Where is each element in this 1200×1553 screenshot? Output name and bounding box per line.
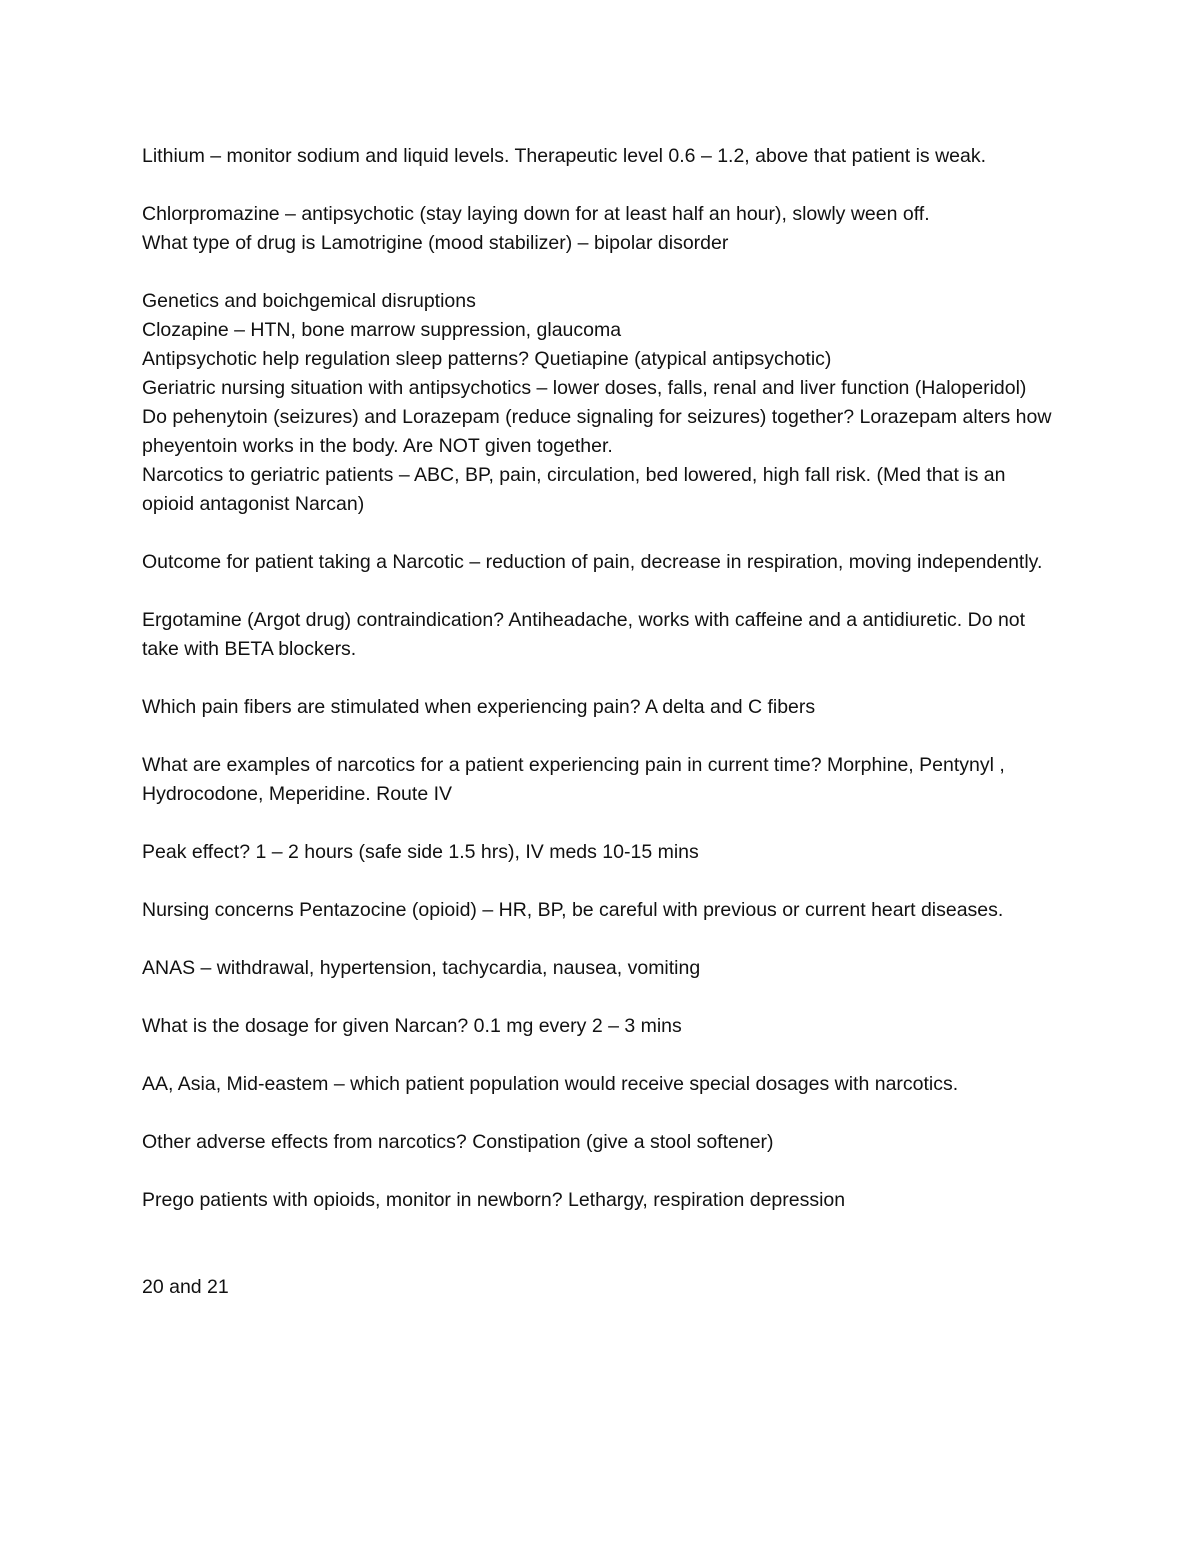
note-outcome-narcotic	[142, 548, 1062, 577]
note-narcotic-examples	[142, 751, 1062, 809]
note-pentazocine	[142, 896, 1062, 925]
note-line: AA, Asia, Mid-eastem – which patient population would receive special dosages with narcotics.	[142, 1073, 959, 1095]
note-chlorpromazine-lamotrigine	[142, 200, 1062, 258]
note-line: Chlorpromazine – antipsychotic (stay laying down for at least half an hour), slowly ween off.	[142, 203, 930, 225]
note-ergotamine	[142, 606, 1062, 664]
note-line: Prego patients with opioids, monitor in newborn? Lethargy, respiration depression	[142, 1189, 846, 1211]
note-line: Other adverse effects from narcotics? Constipation (give a stool softener)	[142, 1131, 774, 1153]
note-line: Nursing concerns Pentazocine (opioid) – HR, BP, be careful with previous or current heart diseases.	[142, 899, 1004, 921]
document-body	[142, 142, 1062, 1302]
note-line: Clozapine – HTN, bone marrow suppression, glaucoma	[142, 319, 622, 341]
note-line: Lithium – monitor sodium and liquid levels. Therapeutic level 0.6 – 1.2, above that patient is weak.	[142, 145, 987, 167]
note-anas	[142, 954, 1062, 983]
note-line: Narcotics to geriatric patients – ABC, BP, pain, circulation, bed lowered, high fall risk. (Med that is an opioid antagonist Narcan)	[142, 464, 1006, 515]
note-genetics-group	[142, 287, 1062, 519]
note-line: What are examples of narcotics for a patient experiencing pain in current time? Morphine, Pentynyl , Hydrocodone, Meperidine. Route IV	[142, 754, 1005, 805]
note-line: Antipsychotic help regulation sleep patterns? Quetiapine (atypical antipsychotic)	[142, 348, 832, 370]
note-line: What type of drug is Lamotrigine (mood stabilizer) – bipolar disorder	[142, 232, 729, 254]
note-pain-fibers	[142, 693, 1062, 722]
footer-note	[142, 1273, 1062, 1302]
note-line: Do pehenytoin (seizures) and Lorazepam (reduce signaling for seizures) together? Lorazepam alters how pheyentoin works in the body. Are NOT given together.	[142, 406, 1052, 457]
note-adverse-effects	[142, 1128, 1062, 1157]
note-peak-effect	[142, 838, 1062, 867]
note-line: Which pain fibers are stimulated when experiencing pain? A delta and C fibers	[142, 696, 816, 718]
footer-note-text: 20 and 21	[142, 1276, 229, 1298]
note-special-dosages	[142, 1070, 1062, 1099]
note-line: What is the dosage for given Narcan? 0.1 mg every 2 – 3 mins	[142, 1015, 682, 1037]
note-prego	[142, 1186, 1062, 1215]
note-line: Ergotamine (Argot drug) contraindication? Antiheadache, works with caffeine and a antidiuretic. Do not take with BETA blockers.	[142, 609, 1026, 660]
note-narcan-dosage	[142, 1012, 1062, 1041]
note-line: ANAS – withdrawal, hypertension, tachycardia, nausea, vomiting	[142, 957, 701, 979]
note-line: Outcome for patient taking a Narcotic – reduction of pain, decrease in respiration, moving independently.	[142, 551, 1043, 573]
note-lithium	[142, 142, 1062, 171]
note-line: Peak effect? 1 – 2 hours (safe side 1.5 hrs), IV meds 10-15 mins	[142, 841, 699, 863]
note-line: Geriatric nursing situation with antipsychotics – lower doses, falls, renal and liver function (Haloperidol)	[142, 377, 1027, 399]
note-line: Genetics and boichgemical disruptions	[142, 290, 476, 312]
